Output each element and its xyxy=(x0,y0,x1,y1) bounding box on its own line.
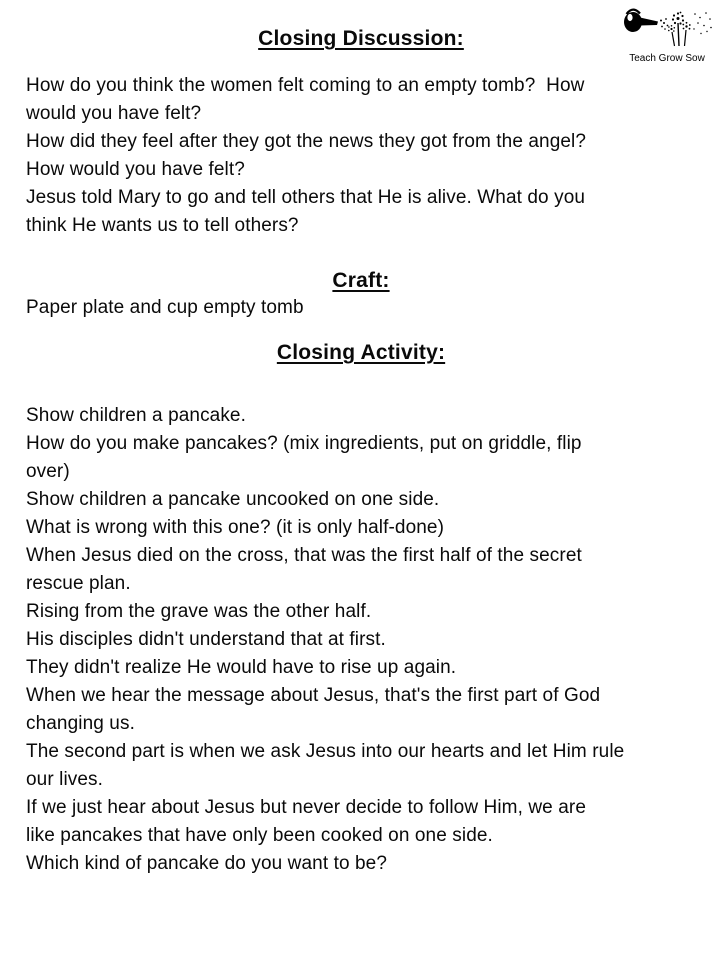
text-line: changing us. xyxy=(26,713,135,734)
text-line: Rising from the grave was the other half. xyxy=(26,601,372,622)
text-line: How do you make pancakes? (mix ingredients, put on griddle, flip xyxy=(26,433,582,454)
text-line: our lives. xyxy=(26,769,104,790)
logo-text: Teach Grow Sow xyxy=(629,53,705,64)
text-line: How did they feel after they got the news they got from the angel? xyxy=(26,131,587,152)
text-line: Jesus told Mary to go and tell others that He is alive. What do you xyxy=(26,187,586,208)
text-line: How do you think the women felt coming to an empty tomb? How xyxy=(26,75,585,96)
text-line: How would you have felt? xyxy=(26,159,245,180)
watering-can-dandelion-icon xyxy=(619,8,715,50)
text-line: Which kind of pancake do you want to be? xyxy=(26,853,388,874)
text-line: If we just hear about Jesus but never decide to follow Him, we are xyxy=(26,797,586,818)
text-line: over) xyxy=(26,461,70,482)
teach-grow-sow-logo xyxy=(619,8,715,64)
text-line: think He wants us to tell others? xyxy=(26,215,299,236)
text-line: The second part is when we ask Jesus into our hearts and let Him rule xyxy=(26,741,625,762)
text-line: Show children a pancake uncooked on one side. xyxy=(26,489,440,510)
heading-closing-discussion xyxy=(26,26,696,52)
text-line: What is wrong with this one? (it is only half-done) xyxy=(26,517,445,538)
text-line: Paper plate and cup empty tomb xyxy=(26,297,304,318)
text-line: His disciples didn't understand that at first. xyxy=(26,629,386,650)
heading-closing-activity xyxy=(26,340,696,366)
heading-craft xyxy=(26,268,696,294)
text-line: like pancakes that have only been cooked on one side. xyxy=(26,825,493,846)
text-line: When Jesus died on the cross, that was the first half of the secret xyxy=(26,545,582,566)
text-line: They didn't realize He would have to rise up again. xyxy=(26,657,457,678)
text-line: When we hear the message about Jesus, that's the first part of God xyxy=(26,685,601,706)
text-line: Show children a pancake. xyxy=(26,405,246,426)
heading-closing-discussion-label: Closing Discussion: xyxy=(258,27,464,50)
text-line: would you have felt? xyxy=(26,103,202,124)
heading-craft-label: Craft: xyxy=(332,269,390,292)
heading-closing-activity-label: Closing Activity: xyxy=(276,341,446,364)
text-line: rescue plan. xyxy=(26,573,131,594)
